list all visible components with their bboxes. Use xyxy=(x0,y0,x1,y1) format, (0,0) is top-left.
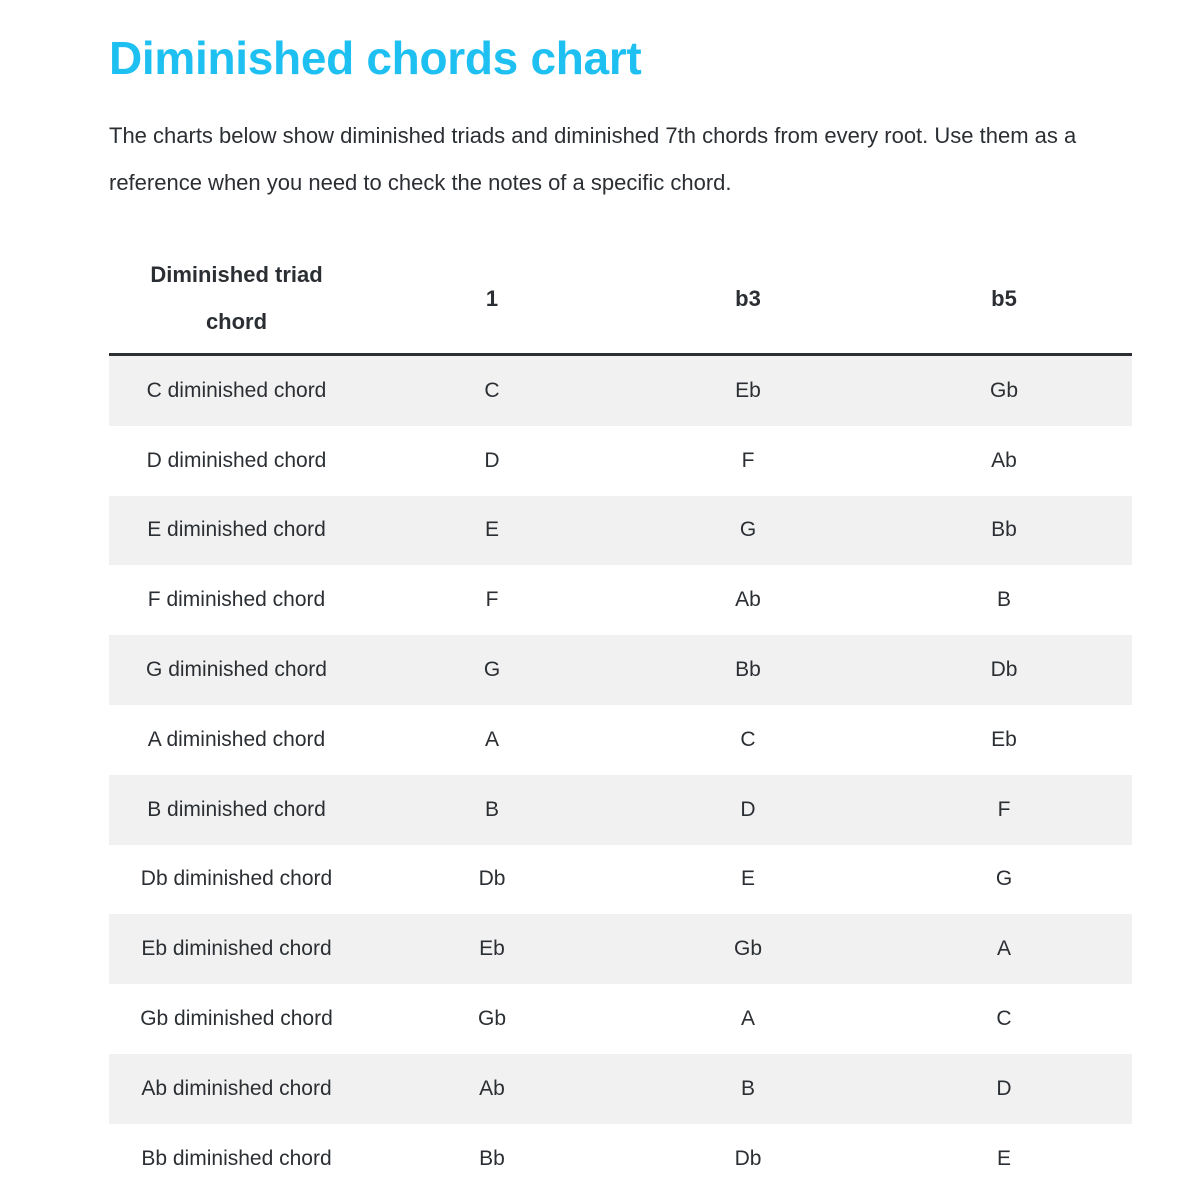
flat-third-cell: B xyxy=(620,1054,876,1124)
flat-third-cell: E xyxy=(740,867,755,891)
root-note-cell: Db xyxy=(478,867,506,891)
chord-name-cell: Db diminished chord xyxy=(140,867,333,891)
table-row xyxy=(109,1124,1132,1194)
flat-third-cell: A xyxy=(740,1007,755,1031)
table-row xyxy=(109,355,1132,426)
chord-name-cell: Eb diminished chord xyxy=(109,914,364,984)
table-row xyxy=(109,775,1132,845)
root-note-cell: C xyxy=(364,355,620,426)
root-note-cell: E xyxy=(364,496,620,566)
diminished-triad-table xyxy=(109,243,1132,1194)
flat-third-cell: Db xyxy=(734,1146,762,1170)
flat-fifth-cell: Db xyxy=(876,635,1132,705)
header-flat-third: b3 xyxy=(620,243,876,355)
chord-name-cell: A diminished chord xyxy=(147,727,326,751)
flat-fifth-cell: B xyxy=(996,588,1011,612)
flat-third-cell: Gb xyxy=(620,914,876,984)
chord-name-cell: Ab diminished chord xyxy=(109,1054,364,1124)
root-note-cell: F xyxy=(485,588,499,612)
table-row xyxy=(109,984,1132,1054)
root-note-cell: Gb xyxy=(477,1007,506,1031)
chord-name-cell: C diminished chord xyxy=(109,355,364,426)
flat-third-cell: C xyxy=(740,727,756,751)
intro-paragraph: The charts below show diminished triads and diminished 7th chords from every root. Use them as a reference when you need to check the notes of a specific chord. xyxy=(109,123,1077,195)
root-note-cell: B xyxy=(364,775,620,845)
root-note-cell: D xyxy=(484,448,500,472)
chord-name-cell: E diminished chord xyxy=(109,496,364,566)
flat-fifth-cell: F xyxy=(876,775,1132,845)
chord-name-cell: Gb diminished chord xyxy=(140,1007,333,1031)
root-note-cell: Eb xyxy=(364,914,620,984)
table-row xyxy=(109,845,1132,915)
root-note-cell: G xyxy=(364,635,620,705)
flat-fifth-cell: Gb xyxy=(876,355,1132,426)
flat-fifth-cell: Eb xyxy=(991,727,1017,751)
flat-third-cell: Eb xyxy=(620,355,876,426)
page-title: Diminished chords chart xyxy=(109,32,642,84)
table-row xyxy=(109,1054,1132,1124)
flat-third-cell: G xyxy=(620,496,876,566)
flat-third-cell: F xyxy=(741,448,755,472)
header-root: 1 xyxy=(364,243,620,355)
chord-name-cell: D diminished chord xyxy=(146,448,327,472)
chord-name-cell: B diminished chord xyxy=(109,775,364,845)
chord-name-cell: G diminished chord xyxy=(109,635,364,705)
flat-third-cell: D xyxy=(620,775,876,845)
flat-fifth-cell: E xyxy=(996,1146,1011,1170)
flat-fifth-cell: G xyxy=(995,867,1013,891)
header-flat-fifth: b5 xyxy=(876,243,1132,355)
flat-third-cell: Ab xyxy=(735,588,761,612)
flat-fifth-cell: A xyxy=(876,914,1132,984)
flat-fifth-cell: Bb xyxy=(876,496,1132,566)
table-body xyxy=(109,355,1132,1194)
chord-name-cell: F diminished chord xyxy=(147,588,326,612)
table-row xyxy=(109,914,1132,984)
table-row xyxy=(109,705,1132,775)
flat-fifth-cell: C xyxy=(996,1007,1012,1031)
root-note-cell: Bb xyxy=(479,1146,505,1170)
header-chord: Diminished triad chord xyxy=(109,243,364,355)
table-row xyxy=(109,426,1132,496)
chord-name-cell: Bb diminished chord xyxy=(141,1146,332,1170)
root-note-cell: Ab xyxy=(364,1054,620,1124)
table-header xyxy=(109,243,1132,355)
root-note-cell: A xyxy=(484,727,499,751)
table-row xyxy=(109,496,1132,566)
header-row xyxy=(109,243,1132,355)
flat-fifth-cell: Ab xyxy=(991,448,1017,472)
flat-fifth-cell: D xyxy=(876,1054,1132,1124)
flat-third-cell: Bb xyxy=(620,635,876,705)
table-row xyxy=(109,565,1132,635)
table-row xyxy=(109,635,1132,705)
